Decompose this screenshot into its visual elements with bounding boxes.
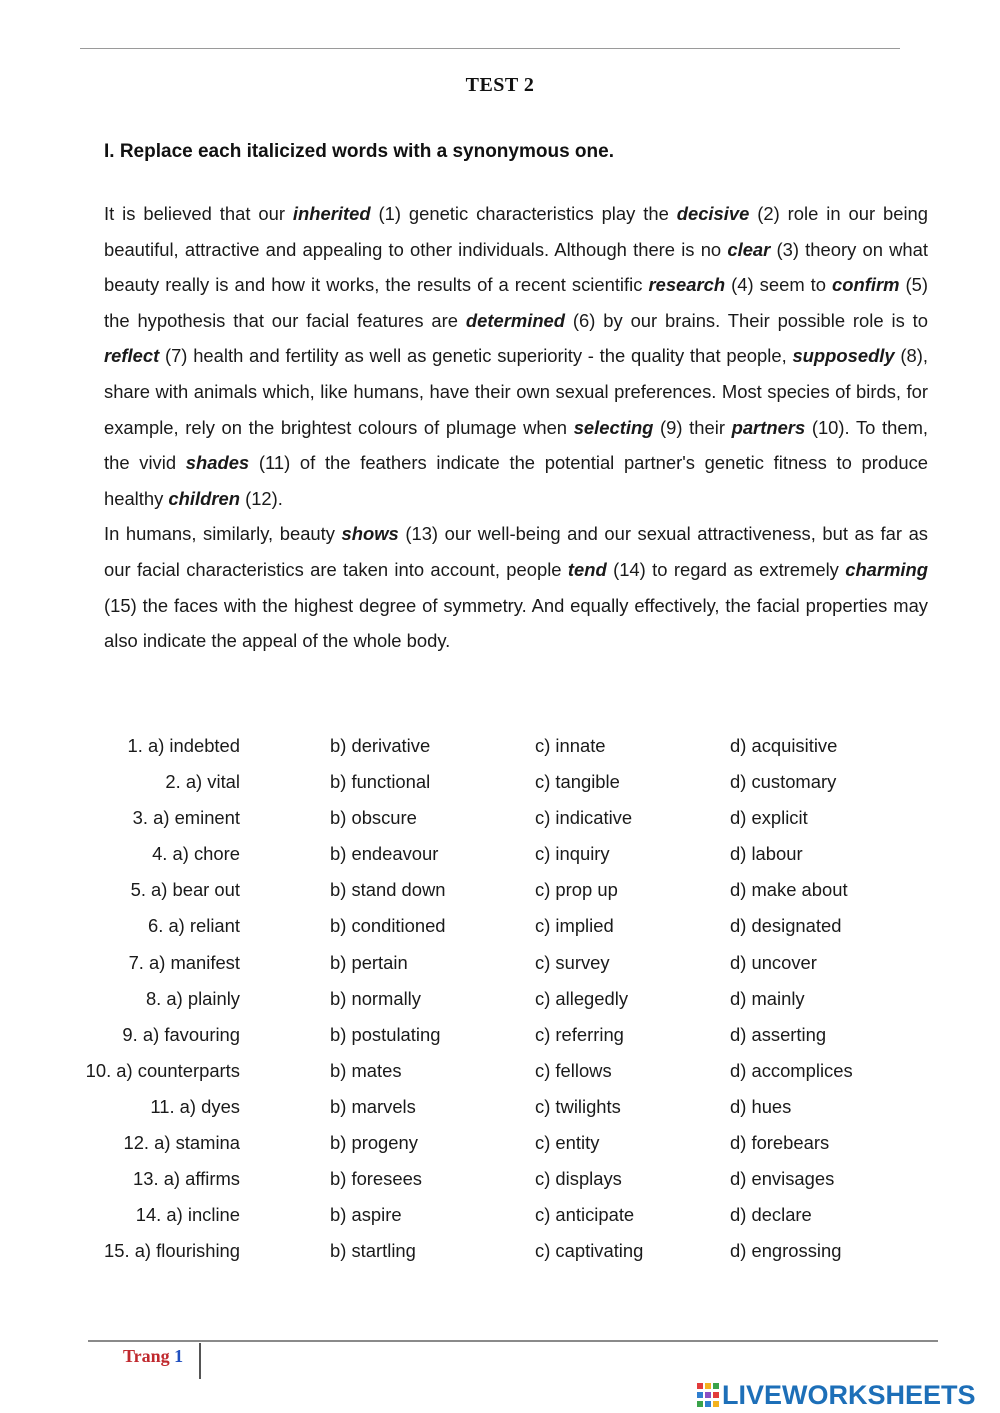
italicized-target-word: confirm [832,274,900,296]
section-heading: I. Replace each italicized words with a synonymous one. [104,141,614,162]
brand-name: LIVEWORKSHEETS [722,1380,976,1410]
liveworksheets-logo-icon [697,1383,719,1407]
question-row [0,982,1000,1018]
option-c: c) innate [535,735,606,756]
option-c: c) displays [535,1168,622,1190]
option-a: 13. a) affirms [133,1168,240,1190]
option-d: d) hues [730,1095,792,1117]
italicized-target-word: children [168,487,240,509]
option-b: b) postulating [330,1023,441,1045]
option-c: c) referring [535,1023,624,1045]
option-b: b) normally [330,987,421,1009]
option-a: 8. a) plainly [145,987,240,1009]
italicized-target-word: decisive [676,203,750,224]
option-d: d) accomplices [730,1059,853,1081]
option-c: c) inquiry [535,843,610,865]
option-a: 5. a) bear out [130,879,240,901]
option-c: c) allegedly [535,987,629,1009]
option-b: b) stand down [330,879,446,901]
reading-passage [104,196,928,659]
option-c: c) survey [535,951,610,973]
question-row [0,801,1000,837]
option-c: c) captivating [535,1240,644,1262]
italicized-target-word: research [648,274,726,296]
question-row [0,1126,1000,1162]
italicized-target-word: tend [567,558,607,580]
option-a: 3. a) eminent [132,807,240,829]
option-b: b) aspire [330,1204,402,1226]
question-row [0,946,1000,982]
option-d: d) forebears [730,1132,830,1154]
option-c: c) tangible [535,771,620,793]
italicized-target-word: partners [731,416,806,438]
page-number-label [123,1346,183,1367]
option-d: d) explicit [730,807,808,829]
footer-rule [88,1340,938,1342]
italicized-target-word: reflect [104,345,160,367]
option-d: d) designated [730,915,842,937]
answer-options-list [0,729,1000,1270]
italicized-target-word: shades [185,452,250,474]
option-a: 12. a) stamina [123,1132,240,1154]
italicized-target-word: determined [465,309,566,331]
question-row [0,909,1000,945]
question-row [0,837,1000,873]
option-a: 9. a) favouring [122,1023,240,1045]
option-c: c) anticipate [535,1204,635,1226]
option-c: c) twilights [535,1095,621,1117]
option-b: b) functional [330,771,431,793]
option-d: d) labour [730,843,803,865]
option-a: 7. a) manifest [128,951,240,973]
question-row [0,1198,1000,1234]
option-b: b) conditioned [330,915,446,937]
question-row [0,1018,1000,1054]
header-rule [80,48,900,49]
question-row [0,765,1000,801]
footer-divider [199,1343,201,1379]
question-row [0,729,1000,765]
option-d: d) declare [730,1204,812,1226]
option-c: c) implied [535,915,614,937]
brand-logo [697,1380,976,1410]
page-label-text: Trang [123,1346,170,1366]
option-b: b) marvels [330,1095,416,1117]
passage-paragraph-2: In humans, similarly, beauty shows (13) our well-being and our sexual attractiveness, but as far as our facial characteristics are taken into account, people tend (14) to regard as extremely charming (15) the faces with the highest degree of symmetry. And equally effectively, the facial properties may also indicate the appeal of the whole body. [104,523,928,652]
page-title: TEST 2 [465,74,535,96]
italicized-target-word: inherited [292,203,371,224]
question-row [0,1234,1000,1270]
option-d: d) engrossing [730,1240,842,1262]
option-b: b) foresees [330,1168,422,1190]
italicized-target-word: clear [727,238,771,260]
option-c: c) prop up [535,879,618,901]
italicized-target-word: charming [845,558,928,580]
italicized-target-word: shows [341,523,399,545]
option-a: 15. a) flourishing [104,1240,240,1262]
option-a: 10. a) counterparts [85,1059,240,1081]
option-d: d) customary [730,771,837,793]
question-row [0,1162,1000,1198]
passage-paragraph-1: It is believed that our inherited (1) genetic characteristics play the decisive (2) role in our being beautiful, attractive and appealing to other individuals. Although there is no clear (3) theory on what beauty really is and how it works, the results of a recent scientific research (4) seem to confirm (5) the hypothesis that our facial features are determined (6) by our brains. Their possible role is to reflect (7) health and fertility as well as genetic superiority - the quality that people, supposedly (8), share with animals which, like humans, have their own sexual preferences. Most species of birds, for example, rely on the brightest colours of plumage when selecting (9) their partners (10). To them, the vivid shades (11) of the feathers indicate the potential partner's genetic fitness to produce healthy children (12). [104,203,928,509]
option-d: d) mainly [730,987,805,1009]
option-a: 14. a) incline [135,1204,240,1226]
question-row [0,873,1000,909]
question-row [0,1090,1000,1126]
option-b: b) endeavour [330,843,439,865]
option-a: 2. a) vital [165,771,240,793]
option-a: 11. a) dyes [150,1095,240,1117]
option-b: b) obscure [330,807,417,829]
option-c: c) fellows [535,1059,612,1081]
option-b: b) pertain [330,951,408,973]
option-a: 6. a) reliant [148,915,240,937]
option-b: b) startling [330,1240,416,1262]
option-d: d) make about [730,879,848,901]
option-b: b) progeny [330,1132,418,1154]
option-b: b) derivative [330,735,431,756]
question-row [0,1054,1000,1090]
option-d: d) asserting [730,1023,827,1045]
italicized-target-word: supposedly [792,345,895,367]
option-c: c) indicative [535,807,633,829]
option-b: b) mates [330,1059,402,1081]
option-c: c) entity [535,1132,600,1154]
option-d: d) acquisitive [730,735,838,756]
page-number: 1 [174,1346,184,1366]
option-d: d) uncover [730,951,817,973]
option-d: d) envisages [730,1168,835,1190]
option-a: 4. a) chore [152,843,240,865]
italicized-target-word: selecting [573,416,654,438]
option-a: 1. a) indebted [127,735,240,756]
